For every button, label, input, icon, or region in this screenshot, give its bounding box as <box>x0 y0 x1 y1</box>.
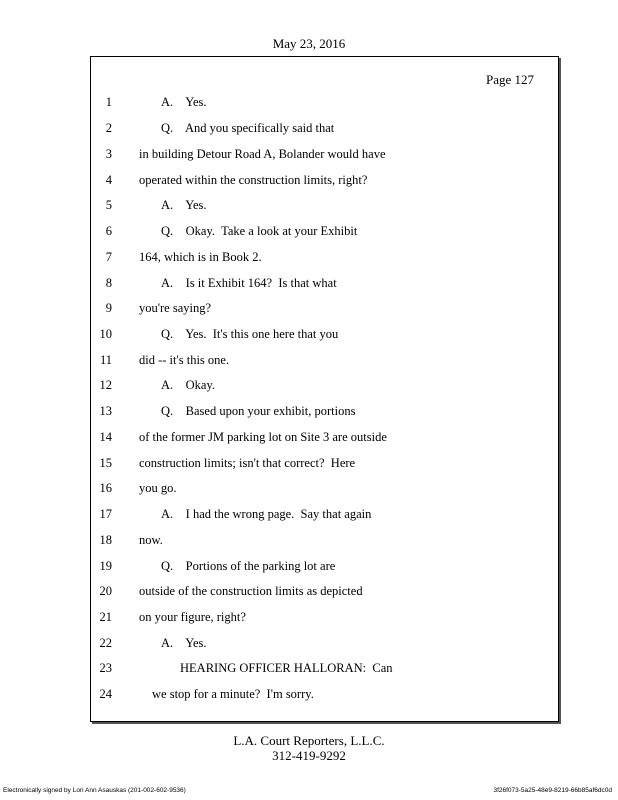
line-number: 20 <box>99 584 112 598</box>
line-text: A. Okay. <box>161 378 216 392</box>
line-text: you go. <box>139 481 177 495</box>
line-number: 3 <box>105 147 112 161</box>
line-number: 9 <box>105 301 112 315</box>
transcript-line <box>0 607 618 627</box>
line-number: 7 <box>105 250 112 264</box>
document-hash: 3f26f073-5a25-48e9-8219-66b85af6dc0d <box>493 787 612 794</box>
line-number: 14 <box>99 430 112 444</box>
line-number: 19 <box>99 559 112 573</box>
line-number: 1 <box>105 95 112 109</box>
transcript-line <box>0 658 618 678</box>
line-text: Q. Portions of the parking lot are <box>161 559 336 573</box>
transcript-line <box>0 247 618 267</box>
transcript-line <box>0 170 618 190</box>
line-text: Q. Yes. It's this one here that you <box>161 327 339 341</box>
transcript-line <box>0 478 618 498</box>
transcript-line <box>0 453 618 473</box>
reporter-company: L.A. Court Reporters, L.L.C. <box>233 733 385 748</box>
line-text: Q. Based upon your exhibit, portions <box>161 404 356 418</box>
transcript-line <box>0 427 618 447</box>
transcript-line <box>0 530 618 550</box>
transcript-line <box>0 504 618 524</box>
line-text: A. I had the wrong page. Say that again <box>161 507 372 521</box>
line-text: 164, which is in Book 2. <box>139 250 262 264</box>
electronic-signature: Electronically signed by Lori Ann Asauskas (201-002-602-9536) <box>3 787 186 794</box>
line-text: we stop for a minute? I'm sorry. <box>152 687 314 701</box>
transcript-line <box>0 92 618 112</box>
line-number: 8 <box>105 276 112 290</box>
transcript-line <box>0 556 618 576</box>
transcript-line <box>0 144 618 164</box>
line-number: 18 <box>99 533 112 547</box>
line-number: 17 <box>99 507 112 521</box>
line-text: of the former JM parking lot on Site 3 are outside <box>139 430 387 444</box>
line-text: on your figure, right? <box>139 610 246 624</box>
line-text: construction limits; isn't that correct? Here <box>139 456 356 470</box>
line-text: A. Yes. <box>161 636 207 650</box>
line-text: now. <box>139 533 163 547</box>
line-text: you're saying? <box>139 301 212 315</box>
transcript-line <box>0 375 618 395</box>
line-number: 2 <box>105 121 112 135</box>
line-text: did -- it's this one. <box>139 353 230 367</box>
line-text: outside of the construction limits as depicted <box>139 584 363 598</box>
transcript-line <box>0 298 618 318</box>
line-number: 6 <box>105 224 112 238</box>
line-number: 22 <box>99 636 112 650</box>
transcript-line <box>0 324 618 344</box>
line-number: 12 <box>99 378 112 392</box>
line-text: Q. Okay. Take a look at your Exhibit <box>161 224 358 238</box>
page-number: Page 127 <box>485 72 534 87</box>
line-number: 21 <box>99 610 112 624</box>
line-number: 10 <box>99 327 112 341</box>
transcript-line <box>0 221 618 241</box>
line-number: 4 <box>105 173 112 187</box>
line-text: in building Detour Road A, Bolander would have <box>139 147 386 161</box>
line-number: 16 <box>99 481 112 495</box>
transcript-line <box>0 401 618 421</box>
transcript-line <box>0 633 618 653</box>
line-number: 15 <box>99 456 112 470</box>
transcript-line <box>0 273 618 293</box>
transcript-date: May 23, 2016 <box>272 36 346 51</box>
line-number: 11 <box>99 353 112 367</box>
line-number: 23 <box>99 661 112 675</box>
line-number: 13 <box>99 404 112 418</box>
line-text: Q. And you specifically said that <box>161 121 335 135</box>
line-text: operated within the construction limits, right? <box>139 173 368 187</box>
line-text: A. Yes. <box>161 198 207 212</box>
transcript-line <box>0 581 618 601</box>
transcript-line <box>0 195 618 215</box>
line-number: 5 <box>105 198 112 212</box>
line-text: A. Yes. <box>161 95 207 109</box>
reporter-phone: 312-419-9292 <box>272 748 346 763</box>
transcript-line <box>0 684 618 704</box>
transcript-line <box>0 350 618 370</box>
line-text: A. Is it Exhibit 164? Is that what <box>161 276 337 290</box>
line-number: 24 <box>99 687 112 701</box>
line-text: HEARING OFFICER HALLORAN: Can <box>180 661 393 675</box>
transcript-line <box>0 118 618 138</box>
